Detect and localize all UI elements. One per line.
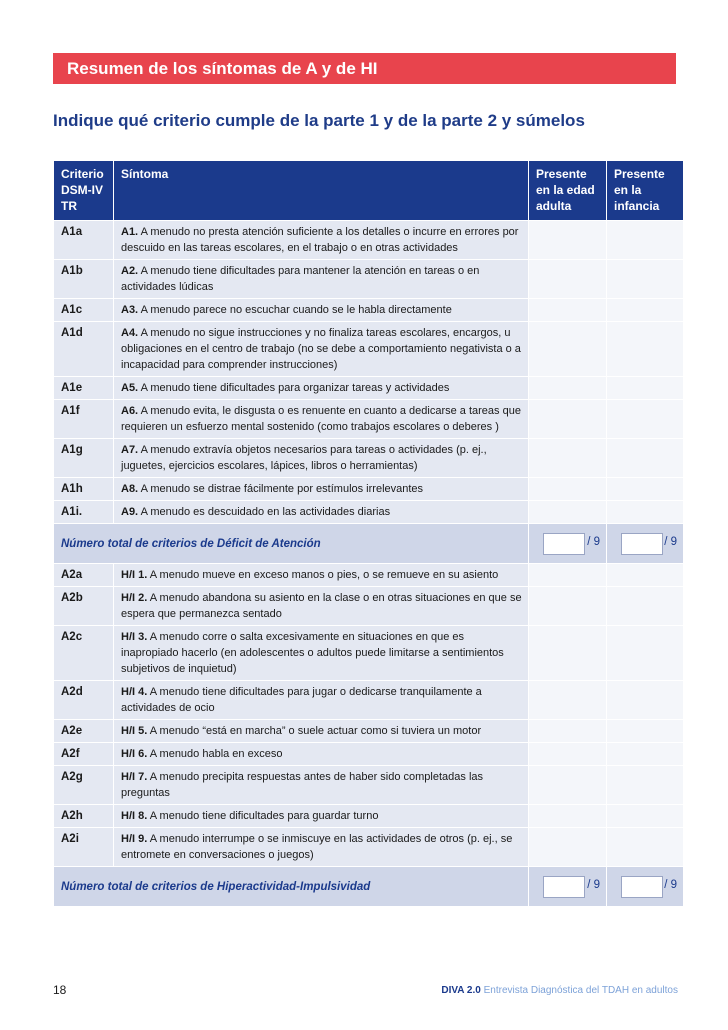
adult-checkbox-cell[interactable] [529,743,607,766]
childhood-checkbox-cell[interactable] [607,221,684,260]
table-row [54,501,684,524]
symptom-code: H/I 2. [121,592,148,604]
adult-checkbox-cell[interactable] [529,720,607,743]
table-row [54,221,684,260]
childhood-checkbox-cell[interactable] [607,743,684,766]
symptom-description: A menudo tiene dificultades para organizar tareas y actividades [138,382,450,394]
criterion-code: A2f [54,743,114,766]
symptom-text [114,766,529,805]
symptom-code: H/I 7. [121,771,148,783]
criterion-code: A1h [54,478,114,501]
table-row [54,626,684,681]
symptom-text [114,299,529,322]
criterion-code: A2c [54,626,114,681]
symptom-code: H/I 6. [121,748,148,760]
symptom-table [53,160,684,907]
criterion-code: A1f [54,400,114,439]
table-row [54,805,684,828]
adult-checkbox-cell[interactable] [529,377,607,400]
symptom-description: A menudo tiene dificultades para guardar turno [147,810,379,822]
symptom-text [114,564,529,587]
header-presente-infancia: Presente en la infancia [607,161,684,221]
symptom-text [114,805,529,828]
criterion-code: A2b [54,587,114,626]
symptom-text [114,377,529,400]
adult-checkbox-cell[interactable] [529,501,607,524]
symptom-code: H/I 1. [121,569,148,581]
adult-checkbox-cell[interactable] [529,299,607,322]
adult-checkbox-cell[interactable] [529,221,607,260]
table-row [54,439,684,478]
symptom-description: A menudo interrumpe o se inmiscuye en las actividades de otros (p. ej., se entromete en conversaciones o juegos) [121,833,513,861]
symptom-text [114,400,529,439]
symptom-text [114,478,529,501]
childhood-checkbox-cell[interactable] [607,260,684,299]
table-row [54,478,684,501]
instructions-heading: Indique qué criterio cumple de la parte 1 y de la parte 2 y súmelos [53,111,585,130]
childhood-checkbox-cell[interactable] [607,587,684,626]
total-out-of: / 9 [664,536,677,548]
table-body [54,221,684,907]
symptom-description: A menudo se distrae fácilmente por estímulos irrelevantes [138,483,424,495]
total-adult-cell [529,524,607,564]
adult-checkbox-cell[interactable] [529,828,607,867]
symptom-description: A menudo precipita respuestas antes de haber sido completadas las preguntas [121,771,484,799]
footer-brand-subtitle: Entrevista Diagnóstica del TDAH en adultos [483,985,678,996]
table-row [54,400,684,439]
adult-checkbox-cell[interactable] [529,626,607,681]
adult-checkbox-cell[interactable] [529,681,607,720]
criterion-code: A1g [54,439,114,478]
symptom-code: H/I 3. [121,631,148,643]
table-row [54,828,684,867]
criterion-code: A1b [54,260,114,299]
symptom-description: A menudo evita, le disgusta o es renuente en cuanto a dedicarse a tareas que requieren un esfuerzo mental sostenido (como trabajos escolares o deberes ) [121,405,521,433]
symptom-text [114,221,529,260]
total-child-input[interactable] [621,876,663,898]
symptom-description: A menudo no presta atención suficiente a los detalles o incurre en errores por descuido en las tareas escolares, en el trabajo o en otras actividades [121,226,519,254]
footer-brand [441,985,678,996]
criterion-code: A1i. [54,501,114,524]
adult-checkbox-cell[interactable] [529,322,607,377]
total-label: Número total de criterios de Déficit de Atención [54,524,529,564]
table-row [54,681,684,720]
criterion-code: A2a [54,564,114,587]
attention-total-row [54,524,684,564]
symptom-description: A menudo tiene dificultades para mantener la atención en tareas o en actividades lúdicas [121,265,480,293]
total-out-of: / 9 [587,536,600,548]
childhood-checkbox-cell[interactable] [607,681,684,720]
adult-checkbox-cell[interactable] [529,439,607,478]
symptom-description: A menudo es descuidado en las actividades diarias [138,506,391,518]
symptom-text [114,743,529,766]
criterion-code: A2i [54,828,114,867]
symptom-text [114,587,529,626]
childhood-checkbox-cell[interactable] [607,720,684,743]
symptom-text [114,681,529,720]
total-child-input[interactable] [621,533,663,555]
table-row [54,260,684,299]
childhood-checkbox-cell[interactable] [607,501,684,524]
header-presente-adulta: Presente en la edad adulta [529,161,607,221]
criterion-code: A1e [54,377,114,400]
adult-checkbox-cell[interactable] [529,766,607,805]
footer-brand-name: DIVA 2.0 [441,985,481,996]
symptom-description: A menudo mueve en exceso manos o pies, o se remueve en su asiento [147,569,499,581]
total-adult-input[interactable] [543,876,585,898]
symptom-text [114,828,529,867]
adult-checkbox-cell[interactable] [529,260,607,299]
symptom-code: A3. [121,304,139,316]
hyperactivity-total-row [54,867,684,907]
symptom-description: A menudo abandona su asiento en la clase o en otras situaciones en que se espera que permanezca sentado [121,592,522,620]
childhood-checkbox-cell[interactable] [607,828,684,867]
total-out-of: / 9 [587,879,600,891]
childhood-checkbox-cell[interactable] [607,478,684,501]
childhood-checkbox-cell[interactable] [607,377,684,400]
criterion-code: A2g [54,766,114,805]
symptom-description: A menudo extravía objetos necesarios para tareas o actividades (p. ej., juguetes, ejercicios escolares, lápices, libros o herramientas) [121,444,487,472]
table-header-row [54,161,684,221]
symptom-code: A2. [121,265,139,277]
total-adult-input[interactable] [543,533,585,555]
symptom-text [114,626,529,681]
symptom-code: H/I 4. [121,686,148,698]
total-child-cell [607,867,684,907]
childhood-checkbox-cell[interactable] [607,299,684,322]
adult-checkbox-cell[interactable] [529,564,607,587]
criterion-code: A2e [54,720,114,743]
childhood-checkbox-cell[interactable] [607,439,684,478]
symptom-code: H/I 5. [121,725,148,737]
table-row [54,743,684,766]
table-row [54,587,684,626]
table-row [54,322,684,377]
header-sintoma: Síntoma [114,161,529,221]
childhood-checkbox-cell[interactable] [607,626,684,681]
criterion-code: A1a [54,221,114,260]
table-row [54,377,684,400]
childhood-checkbox-cell[interactable] [607,766,684,805]
symptom-code: A4. [121,327,139,339]
symptom-code: A6. [121,405,139,417]
total-out-of: / 9 [664,879,677,891]
symptom-description: A menudo “está en marcha” o suele actuar como si tuviera un motor [147,725,482,737]
childhood-checkbox-cell[interactable] [607,805,684,828]
table-row [54,299,684,322]
symptom-text [114,322,529,377]
childhood-checkbox-cell[interactable] [607,564,684,587]
symptom-text [114,501,529,524]
criterion-code: A1d [54,322,114,377]
banner-title: Resumen de los síntomas de A y de HI [67,59,378,78]
table-row [54,720,684,743]
symptom-code: A1. [121,226,139,238]
symptom-description: A menudo tiene dificultades para jugar o dedicarse tranquilamente a actividades de ocio [121,686,482,714]
symptom-code: A5. [121,382,139,394]
symptom-description: A menudo parece no escuchar cuando se le habla directamente [138,304,452,316]
total-label: Número total de criterios de Hiperactividad-Impulsividad [54,867,529,907]
criterion-code: A1c [54,299,114,322]
criterion-code: A2d [54,681,114,720]
symptom-code: H/I 8. [121,810,148,822]
symptom-code: A7. [121,444,139,456]
symptom-description: A menudo no sigue instrucciones y no finaliza tareas escolares, encargos, u obligaciones en el centro de trabajo (no se debe a comportamiento negativista o a incapacidad para comprender instrucciones) [121,327,521,371]
childhood-checkbox-cell[interactable] [607,322,684,377]
adult-checkbox-cell[interactable] [529,400,607,439]
symptom-description: A menudo corre o salta excesivamente en situaciones en que es inapropiado hacerlo (en adolescentes o adultos puede limitarse a sentimientos subjetivos de inquietud) [121,631,504,675]
symptom-code: H/I 9. [121,833,148,845]
symptom-code: A9. [121,506,139,518]
symptom-text [114,720,529,743]
childhood-checkbox-cell[interactable] [607,400,684,439]
adult-checkbox-cell[interactable] [529,587,607,626]
table-row [54,766,684,805]
symptom-code: A8. [121,483,139,495]
symptom-description: A menudo habla en exceso [147,748,283,760]
total-child-cell [607,524,684,564]
symptom-text [114,260,529,299]
adult-checkbox-cell[interactable] [529,805,607,828]
adult-checkbox-cell[interactable] [529,478,607,501]
symptom-text [114,439,529,478]
criterion-code: A2h [54,805,114,828]
section-banner [53,53,676,84]
header-criterio: Criterio DSM-IV TR [54,161,114,221]
table-row [54,564,684,587]
page-number: 18 [53,983,67,997]
total-adult-cell [529,867,607,907]
